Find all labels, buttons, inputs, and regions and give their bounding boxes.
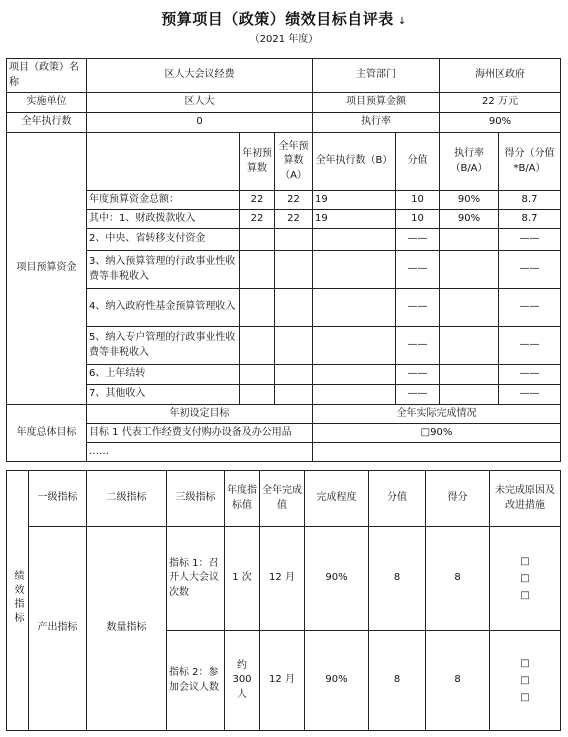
h-reason: 未完成原因及改进措施 [490, 471, 561, 527]
perf-degree: 90% [305, 527, 369, 631]
col-full-budget: 全年预算数（A） [275, 133, 313, 191]
col-score: 分值 [396, 133, 440, 191]
budget-row-label: 其中：1、财政拨款收入 [87, 210, 240, 229]
budget-row-a: 22 [240, 191, 275, 210]
budget-row-b: 22 [275, 191, 313, 210]
budget-row-label: 6、上年结转 [87, 365, 240, 385]
unit-value: 区人大 [87, 93, 313, 113]
budget-row-c: 19 [313, 210, 396, 229]
budget-row-e: 90% [440, 210, 499, 229]
budget-row-b [275, 289, 313, 327]
col-exec: 全年执行数（B） [313, 133, 396, 191]
budget-amount-value: 22 万元 [440, 93, 561, 113]
budget-row-b [275, 229, 313, 251]
perf-get: 8 [426, 527, 490, 631]
budget-row-d: —— [396, 365, 440, 385]
budget-row-label: 7、其他收入 [87, 385, 240, 405]
project-label: 项目（政策）名称 [7, 59, 87, 93]
budget-row-f: —— [499, 385, 561, 405]
budget-row-label: 3、纳入预算管理的行政事业性收费等非税收入 [87, 251, 240, 289]
budget-row-d: 10 [396, 210, 440, 229]
budget-row-b [275, 385, 313, 405]
budget-table [6, 58, 561, 462]
exec-label: 全年执行数 [7, 113, 87, 133]
budget-row-d: —— [396, 289, 440, 327]
budget-row [7, 385, 561, 405]
header-row-exec [7, 113, 561, 133]
goal-plan-text: 目标 1 代表工作经费支付购办设备及办公用品 [87, 424, 313, 443]
budget-head-row [7, 133, 561, 191]
perf-degree: 90% [305, 631, 369, 731]
dept-label: 主管部门 [313, 59, 440, 93]
col-get: 得分（分值*B/A） [499, 133, 561, 191]
budget-row [7, 251, 561, 289]
budget-row [7, 210, 561, 229]
budget-row-c [313, 251, 396, 289]
budget-section-label: 项目预算资金 [7, 133, 87, 405]
h-level1: 一级指标 [29, 471, 87, 527]
budget-amount-label: 项目预算金额 [313, 93, 440, 113]
perf-name: 指标 1：召开人大会议次数 [167, 527, 225, 631]
project-value: 区人大会议经费 [87, 59, 313, 93]
reason-checkbox[interactable]: □ [520, 556, 530, 567]
budget-row-e [440, 289, 499, 327]
budget-row-a [240, 365, 275, 385]
budget-row-b: 22 [275, 210, 313, 229]
h-level3: 三级指标 [167, 471, 225, 527]
budget-row-d: —— [396, 327, 440, 365]
budget-row-a [240, 327, 275, 365]
perf-done: 12 月 [260, 527, 305, 631]
reason-checkbox[interactable]: □ [520, 573, 530, 584]
budget-row [7, 289, 561, 327]
perf-reason-boxes [490, 631, 561, 731]
budget-row-a [240, 229, 275, 251]
goal-actual-text: □90% [313, 424, 561, 443]
budget-row-e: 90% [440, 191, 499, 210]
budget-row-f: —— [499, 365, 561, 385]
perf-target: 约 300 人 [225, 631, 260, 731]
goal-more: …… [87, 443, 313, 462]
goal-row-more [7, 443, 561, 462]
budget-row-a [240, 289, 275, 327]
budget-row-label: 年度预算资金总额： [87, 191, 240, 210]
budget-row [7, 327, 561, 365]
perf-side-label [7, 471, 29, 731]
budget-row-b [275, 327, 313, 365]
budget-row [7, 229, 561, 251]
budget-row-c: 19 [313, 191, 396, 210]
budget-row-f: —— [499, 327, 561, 365]
budget-row-label: 5、纳入专户管理的行政事业性收费等非税收入 [87, 327, 240, 365]
budget-row-label: 4、纳入政府性基金预算管理收入 [87, 289, 240, 327]
goal-row [7, 424, 561, 443]
budget-row-f: —— [499, 229, 561, 251]
budget-row-b [275, 365, 313, 385]
h-done: 全年完成值 [260, 471, 305, 527]
budget-row-f: —— [499, 289, 561, 327]
perf-level2: 数量指标 [87, 527, 167, 731]
budget-row-e [440, 365, 499, 385]
exec-value: 0 [87, 113, 313, 133]
budget-row-d: —— [396, 251, 440, 289]
perf-head-row [7, 471, 561, 527]
budget-row-a [240, 385, 275, 405]
perf-target: 1 次 [225, 527, 260, 631]
h-level2: 二级指标 [87, 471, 167, 527]
form-title-text: 预算项目（政策）绩效目标自评表 [161, 10, 394, 28]
budget-row-e [440, 251, 499, 289]
form-title [0, 8, 568, 29]
header-row-project [7, 59, 561, 93]
title-mark: ↓ [397, 16, 407, 27]
budget-row-e [440, 327, 499, 365]
perf-score: 8 [369, 631, 426, 731]
budget-row-c [313, 385, 396, 405]
goal-plan-header: 年初设定目标 [87, 405, 313, 424]
perf-score: 8 [369, 527, 426, 631]
unit-label: 实施单位 [7, 93, 87, 113]
budget-row-a [240, 251, 275, 289]
perf-row [7, 527, 561, 631]
form-year: （2021 年度） [249, 34, 319, 45]
budget-row-d: 10 [396, 191, 440, 210]
performance-table [6, 470, 561, 731]
h-degree: 完成程度 [305, 471, 369, 527]
perf-get: 8 [426, 631, 490, 731]
budget-row-c [313, 365, 396, 385]
h-target: 年度指标值 [225, 471, 260, 527]
rate-label: 执行率 [313, 113, 440, 133]
h-get: 得分 [426, 471, 490, 527]
budget-row-e [440, 229, 499, 251]
goal-more-blank [313, 443, 561, 462]
budget-row-d: —— [396, 385, 440, 405]
budget-row-a: 22 [240, 210, 275, 229]
goal-actual-header: 全年实际完成情况 [313, 405, 561, 424]
budget-row-e [440, 385, 499, 405]
reason-checkbox[interactable]: □ [520, 658, 530, 669]
budget-row-f: 8.7 [499, 191, 561, 210]
h-score: 分值 [369, 471, 426, 527]
budget-row-b [275, 251, 313, 289]
budget-row-label: 2、中央、省转移支付资金 [87, 229, 240, 251]
budget-row [7, 191, 561, 210]
reason-checkbox[interactable]: □ [520, 692, 530, 703]
perf-name: 指标 2：参加会议人数 [167, 631, 225, 731]
budget-row-c [313, 327, 396, 365]
rate-value: 90% [440, 113, 561, 133]
reason-checkbox[interactable]: □ [520, 675, 530, 686]
reason-checkbox[interactable]: □ [520, 590, 530, 601]
budget-row [7, 365, 561, 385]
budget-head-blank [87, 133, 240, 191]
budget-row-c [313, 289, 396, 327]
budget-row-c [313, 229, 396, 251]
header-row-unit [7, 93, 561, 113]
col-rate: 执行率（B/A） [440, 133, 499, 191]
perf-reason-boxes [490, 527, 561, 631]
budget-row-f: —— [499, 251, 561, 289]
perf-done: 12 月 [260, 631, 305, 731]
goal-label: 年度总体目标 [7, 405, 87, 462]
perf-level1: 产出指标 [29, 527, 87, 731]
goal-head-row [7, 405, 561, 424]
perf-side-text: 绩效指标 [12, 570, 23, 626]
budget-row-d: —— [396, 229, 440, 251]
dept-value: 海州区政府 [440, 59, 561, 93]
budget-row-f: 8.7 [499, 210, 561, 229]
col-budget: 年初预算数 [240, 133, 275, 191]
